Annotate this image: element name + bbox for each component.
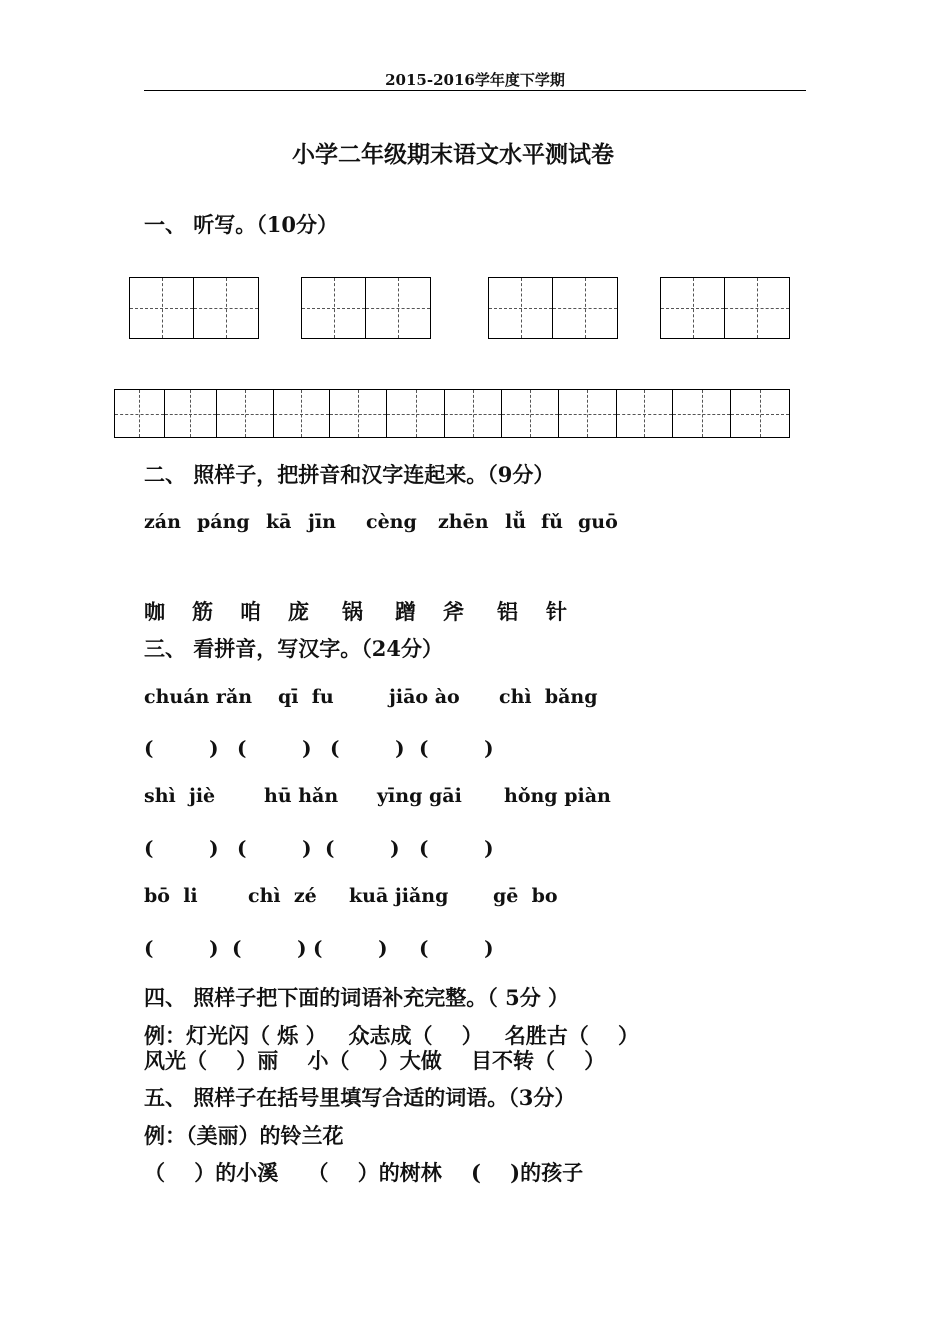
grid-cell (115, 390, 165, 437)
fill-word-line[interactable]: （ ）的小溪 （ ）的树林 ( )的孩子 (144, 1160, 584, 1185)
grid-cell (130, 278, 194, 338)
pinyin-word: gē bo (493, 885, 558, 907)
answer-blank[interactable]: ( ) (144, 736, 219, 760)
answer-blank[interactable]: ( ) (237, 736, 312, 760)
pinyin-word: yīng gāi (377, 785, 462, 807)
header-rule (144, 90, 806, 91)
idiom-line-2[interactable]: 风光（ ）丽 小（ ）大做 目不转（ ） (144, 1048, 606, 1073)
grid-cell (731, 390, 789, 437)
section5-heading: 五、 照样子在括号里填写合适的词语。（3分） (144, 1085, 576, 1110)
grid-cell (194, 278, 258, 338)
grid-cell (489, 278, 553, 338)
pinyin-word: qī fu (278, 686, 334, 708)
answer-blank[interactable]: ( ) (419, 736, 494, 760)
pinyin-word: shì jiè (144, 785, 216, 807)
pinyin-item[interactable]: jīn (308, 511, 336, 533)
grid-cell (274, 390, 331, 437)
pinyin-word: hū hǎn (264, 785, 339, 807)
pinyin-word: kuā jiǎng (349, 885, 449, 907)
grid-cell (387, 390, 445, 437)
grid-cell (502, 390, 559, 437)
pinyin-item[interactable]: lǚ (505, 511, 527, 533)
grid-cell (302, 278, 366, 338)
dictation-box-4[interactable] (660, 277, 790, 339)
idiom-line-1[interactable]: 例：灯光闪（ 烁 ） 众志成（ ） 名胜古（ ） (144, 1023, 639, 1048)
hanzi-item[interactable]: 蹭 (395, 599, 416, 624)
hanzi-item[interactable]: 铝 (497, 599, 518, 624)
dictation-box-1[interactable] (129, 277, 259, 339)
section2-heading: 二、 照样子，把拼音和汉字连起来。（9分） (144, 462, 555, 487)
pinyin-item[interactable]: kā (266, 511, 292, 533)
grid-cell (661, 278, 725, 338)
pinyin-word: chì zé (248, 885, 317, 907)
hanzi-item[interactable]: 锅 (342, 599, 363, 624)
pinyin-word: chuán rǎn (144, 686, 253, 708)
pinyin-item[interactable]: cèng (366, 511, 417, 533)
pinyin-item[interactable]: fǔ (541, 511, 563, 533)
pinyin-item[interactable]: páng (197, 511, 250, 533)
answer-blank[interactable]: ( ) (419, 936, 494, 960)
pinyin-item[interactable]: guō (578, 511, 618, 533)
grid-cell (445, 390, 502, 437)
hanzi-item[interactable]: 庞 (288, 599, 309, 624)
dictation-box-2[interactable] (301, 277, 431, 339)
dictation-box-3[interactable] (488, 277, 618, 339)
section4-heading: 四、 照样子把下面的词语补充完整。（ 5分 ） (144, 985, 570, 1010)
answer-blank[interactable]: ( ) (144, 836, 219, 860)
grid-cell (330, 390, 387, 437)
section1-heading: 一、 听写。（10分） (144, 212, 339, 237)
grid-cell (366, 278, 430, 338)
answer-blank[interactable]: ( ) (144, 936, 219, 960)
dictation-long-grid[interactable] (114, 389, 790, 438)
hanzi-item[interactable]: 咱 (240, 599, 261, 624)
answer-blank[interactable]: ( ) (330, 736, 405, 760)
grid-cell (559, 390, 617, 437)
grid-cell (217, 390, 274, 437)
grid-cell (553, 278, 617, 338)
hanzi-item[interactable]: 筋 (192, 599, 213, 624)
grid-cell (725, 278, 789, 338)
grid-cell (165, 390, 217, 437)
pinyin-item[interactable]: zhēn (438, 511, 489, 533)
pinyin-word: hǒng piàn (504, 785, 611, 807)
hanzi-item[interactable]: 针 (546, 599, 567, 624)
pinyin-word: bō li (144, 885, 198, 907)
grid-cell (617, 390, 674, 437)
answer-blank[interactable]: ( ) (419, 836, 494, 860)
grid-cell (673, 390, 731, 437)
pinyin-word: chì bǎng (499, 686, 598, 708)
hanzi-item[interactable]: 咖 (144, 599, 165, 624)
answer-blank[interactable]: ( ) (313, 936, 388, 960)
example-line: 例：（美丽）的铃兰花 (144, 1123, 344, 1148)
page-title: 小学二年级期末语文水平测试卷 (292, 141, 614, 168)
answer-blank[interactable]: ( ) (237, 836, 312, 860)
pinyin-item[interactable]: zán (144, 511, 181, 533)
section3-heading: 三、 看拼音，写汉字。（24分） (144, 636, 444, 661)
hanzi-item[interactable]: 斧 (443, 599, 464, 624)
answer-blank[interactable]: ( ) (232, 936, 307, 960)
answer-blank[interactable]: ( ) (325, 836, 400, 860)
term-header: 2015-2016学年度下学期 (385, 71, 565, 89)
pinyin-word: jiāo ào (389, 686, 460, 708)
